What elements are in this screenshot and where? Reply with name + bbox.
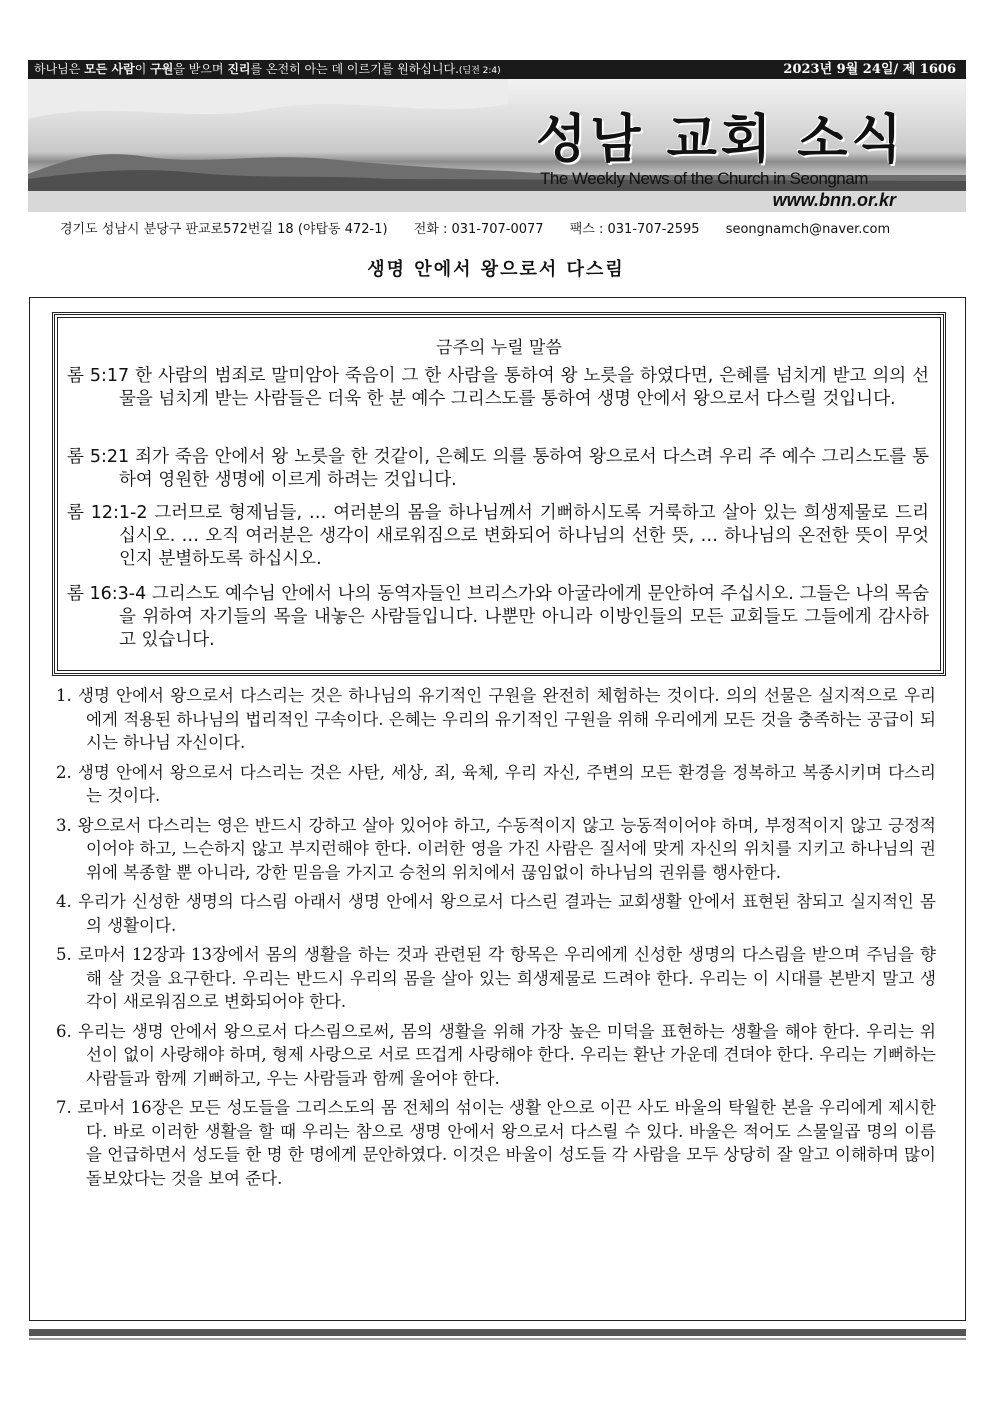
list-item: 4. 우리가 신성한 생명의 다스림 아래서 생명 안에서 왕으로서 다스린 결과는 교회생활 안에서 표현된 참되고 실지적인 몸의 생활이다. — [56, 892, 936, 935]
list-item: 3. 왕으로서 다스리는 영은 반드시 강하고 살아 있어야 하고, 수동적이지 않고 능동적이어야 하며, 부정적이지 않고 긍정적이어야 하고, 느슨하지 않고 부지런해야 한다. 이러한 영을 가진 사람은 질서에 맞게 자신의 위치를 지키고 하나님의 권위에 복종할 뿐 아니라, 강한 믿음을 가지고 승천의 위치에서 끊임없이 하나님의 권위를 행사한다. — [56, 815, 936, 882]
verse-box-title: 금주의 누릴 말씀 — [436, 338, 562, 358]
verse-item: 롬 12:1-2 그러므로 형제님들, … 여러분의 몸을 하나님께서 기뻐하시도록 거룩하고 살아 있는 희생제물로 드리십시오. … 오직 여러분은 생각이 새로워짐으로 변화되어 하나님의 선한 뜻, … 하나님의 온전한 뜻이 무엇인지 분별하도록 하십시오. — [67, 503, 929, 569]
fax: 팩스 : 031-707-2595 — [569, 222, 700, 237]
header-banner — [28, 79, 966, 212]
points-list — [56, 684, 936, 1196]
list-item: 1. 생명 안에서 왕으로서 다스리는 것은 하나님의 유기적인 구원을 완전히 체험하는 것이다. 의의 선물은 실지적으로 우리에게 적용된 하나님의 법리적인 구속이다. 은혜는 우리의 유기적인 구원을 위해 우리에게 모든 것을 충족하는 공급이 되시는 하나님 자신이다. — [56, 686, 936, 752]
issue-date: 2023년 9월 24일/ 제 1606 — [783, 62, 956, 77]
verse-item: 롬 5:21 죄가 죽음 안에서 왕 노릇을 한 것같이, 은혜도 의를 통하여 왕으로서 다스려 우리 주 예수 그리스도를 통하여 영원한 생명에 이르게 하려는 것입니다. — [67, 447, 929, 490]
footer-rule-thin — [29, 1338, 966, 1340]
newsletter-subtitle: The Weekly News of the Church in Seongnam — [540, 169, 868, 188]
verse-reference: (딤전 2:4) — [458, 66, 501, 76]
verse-box — [52, 312, 946, 676]
newsletter-title: 성남 교회 소식 — [536, 109, 906, 170]
contact-line — [60, 218, 912, 237]
website-link[interactable]: www.bnn.or.kr — [772, 190, 896, 210]
footer-rule — [29, 1329, 966, 1336]
email[interactable]: seongnamch@naver.com — [725, 222, 891, 237]
top-verse-bar — [28, 60, 966, 79]
phone: 전화 : 031-707-0077 — [413, 222, 544, 237]
list-item: 5. 로마서 12장과 13장에서 몸의 생활을 하는 것과 관련된 각 항목은 우리에게 신성한 생명의 다스림을 받으며 주님을 향해 살 것을 요구한다. 우리는 반드시 우리의 몸을 살아 있는 희생제물로 드려야 한다. 우리는 이 시대를 본받지 말고 생각이 새로워짐으로 변화되어야 한다. — [56, 945, 936, 1011]
verse-item: 롬 16:3-4 그리스도 예수님 안에서 나의 동역자들인 브리스가와 아굴라에게 문안하여 주십시오. 그들은 나의 목숨을 위하여 자기들의 목을 내놓은 사람들입니다. 나뿐만 아니라 이방인들의 모든 교회들도 그들에게 감사하고 있습니다. — [67, 584, 929, 650]
list-item: 2. 생명 안에서 왕으로서 다스리는 것은 사탄, 세상, 죄, 육체, 우리 자신, 주변의 모든 환경을 정복하고 복종시키며 다스리는 것이다. — [56, 762, 936, 805]
page-heading: 생명 안에서 왕으로서 다스림 — [367, 259, 625, 280]
verse-item: 롬 5:17 한 사람의 범죄로 말미암아 죽음이 그 한 사람을 통하여 왕 노릇을 하였다면, 은혜를 넘치게 받고 의의 선물을 넘치게 받는 사람들은 더욱 한 분 예수 그리스도를 통하여 생명 안에서 왕으로서 다스릴 것입니다. — [67, 366, 929, 409]
header-verse: 하나님은 모든 사람이 구원을 받으며 진리를 온전히 아는 데 이르기를 원하십니다.(딤전 2:4) — [34, 62, 501, 76]
address: 경기도 성남시 분당구 판교로572번길 18 (야탑동 472-1) — [60, 222, 388, 237]
list-item: 6. 우리는 생명 안에서 왕으로서 다스림으로써, 몸의 생활을 위해 가장 높은 미덕을 표현하는 생활을 해야 한다. 우리는 위선이 없이 사랑해야 하며, 형제 사랑으로 서로 뜨겁게 사랑해야 한다. 우리는 환난 가운데 견뎌야 한다. 우리는 기뻐하는 사람들과 함께 기뻐하고, 우는 사람들과 함께 울어야 한다. — [56, 1021, 936, 1088]
list-item: 7. 로마서 16장은 모든 성도들을 그리스도의 몸 전체의 섞이는 생활 안으로 이끈 사도 바울의 탁월한 본을 우리에게 제시한다. 바로 이러한 생활을 할 때 우리는 참으로 생명 안에서 왕으로서 다스릴 수 있다. 바울은 적어도 스물일곱 명의 이름을 언급하면서 성도들 한 명 한 명에게 문안하였다. 이것은 바울이 성도들 각 사람을 모두 상당히 잘 알고 이해하며 많이 돌보았다는 것을 보여 준다. — [56, 1098, 936, 1188]
